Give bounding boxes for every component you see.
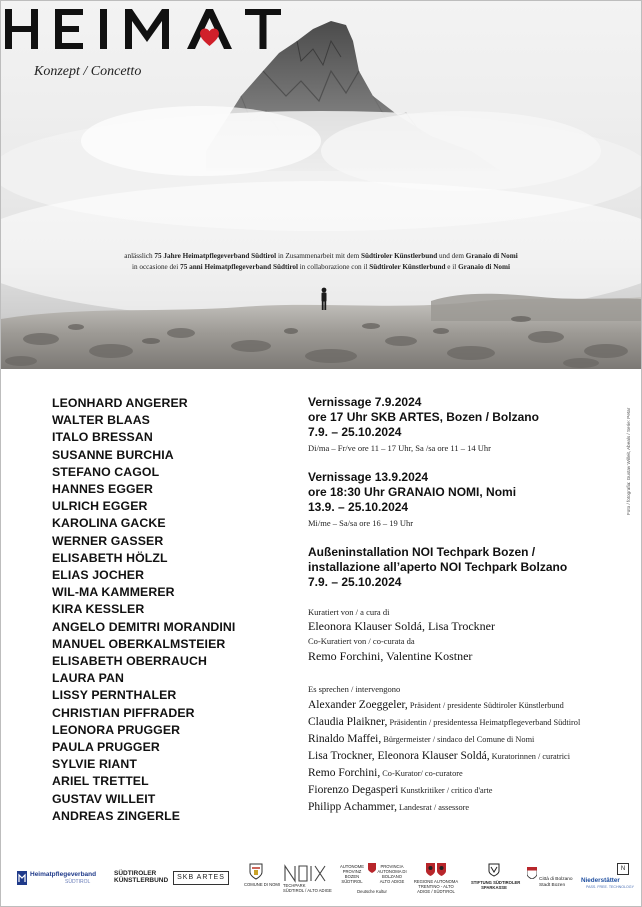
opening-hours: Di/ma – Fr/ve ore 11 – 17 Uhr, Sa /sa ore 11 – 14 Uhr — [308, 443, 491, 453]
eagle-shield-icon — [368, 863, 376, 873]
heimat-wordmark — [1, 1, 291, 61]
artist-name: LEONORA PRUGGER — [52, 722, 181, 737]
artist-name: ANGELO DEMITRI MORANDINI — [52, 619, 236, 634]
artist-name: ELISABETH OBERRAUCH — [52, 654, 207, 669]
hero-image — [1, 1, 641, 369]
event-period: 7.9. – 25.10.2024 — [308, 425, 402, 439]
artist-name: WERNER GASSER — [52, 533, 164, 548]
artist-name: STEFANO CAGOL — [52, 464, 160, 479]
speaker-entry: Rinaldo Maffei, Bürgermeister / sindaco del Comune di Nomi — [308, 733, 535, 745]
logo-stiftung-sparkasse: STIFTUNG SÜDTIROLER SPARKASSE — [471, 863, 517, 890]
region-coat-icon — [426, 863, 446, 877]
event-date: Vernissage 13.9.2024 — [308, 470, 429, 484]
co-curators-label: Co-Kuratiert von / co-curata da — [308, 636, 415, 646]
sparkasse-crest-icon — [488, 863, 500, 877]
subline-german: anlässlich 75 Jahre Heimatpflegeverband Südtirol in Zusammenarbeit mit dem Südtiroler Künstlerbund und dem Granaio di Nomi — [124, 252, 518, 260]
speakers-block — [308, 684, 608, 816]
artist-name: ITALO BRESSAN — [52, 430, 153, 445]
artist-name: CHRISTIAN PIFFRADER — [52, 705, 195, 720]
artist-name: GUSTAV WILLEIT — [52, 791, 156, 806]
curators-block — [308, 607, 608, 664]
logo-suedtiroler-kuenstlerbund: SÜDTIROLER KÜNSTLERBUND — [114, 870, 169, 884]
curators-names: Eleonora Klauser Soldá, Lisa Trockner — [308, 619, 495, 633]
photo-credit: Foto / fotografia: Gustav Willeit, Abeals / Serie: Petar — [626, 407, 631, 515]
noi-mark-icon — [283, 863, 327, 883]
artist-name: WIL-MA KAMMERER — [52, 585, 175, 600]
artist-name: ELIAS JOCHER — [52, 568, 145, 583]
speaker-entry: Remo Forchini, Co-Kurator/ co-curatore — [308, 767, 463, 779]
concept-label: Konzept / Concetto — [34, 64, 142, 79]
artist-name: HANNES EGGER — [52, 482, 153, 497]
speaker-entry: Lisa Trockner, Eleonora Klauser Soldá, Kuratorinnen / curatrici — [308, 750, 570, 762]
event-title-de: Außeninstallation NOI Techpark Bozen / — [308, 545, 536, 559]
speaker-entry: Philipp Achammer, Landesrat / assessore — [308, 801, 470, 813]
artist-name: ELISABETH HÖLZL — [52, 550, 168, 565]
artist-name: SUSANNE BURCHIA — [52, 447, 174, 462]
event-vernissage-nomi — [308, 470, 608, 528]
logo-skb-artes: SKB ARTES — [173, 871, 229, 885]
logo-noi-techpark: TECHPARK SÜDTIROL / ALTO ADIGE — [283, 863, 327, 893]
opening-hours: Mi/me – Sa/sa ore 16 – 19 Uhr — [308, 518, 414, 528]
artist-name: PAULA PRUGGER — [52, 740, 160, 755]
artist-name: LISSY PERNTHALER — [52, 688, 177, 703]
artist-name: KAROLINA GACKE — [52, 516, 166, 531]
event-date: Vernissage 7.9.2024 — [308, 395, 422, 409]
heimatpflege-emblem-icon — [17, 871, 27, 885]
event-period: 7.9. – 25.10.2024 — [308, 575, 402, 589]
artist-name: SYLVIE RIANT — [52, 757, 138, 772]
artist-name: WALTER BLAAS — [52, 413, 150, 428]
event-outdoor-installation — [308, 545, 608, 590]
event-title-it: installazione all’aperto NOI Techpark Bolzano — [308, 560, 568, 574]
artist-name: ULRICH EGGER — [52, 499, 148, 514]
event-venue: ore 18:30 Uhr GRANAIO NOMI, Nomi — [308, 485, 517, 499]
logo-regione-trentino: REGIONE AUTONOMA TRENTINO - ALTO ADIGE / SÜDTIROL — [413, 863, 459, 894]
artist-name: LEONHARD ANGERER — [52, 396, 188, 410]
artist-list — [52, 395, 235, 825]
event-vernissage-bolzano — [308, 395, 608, 453]
heart-icon — [200, 29, 219, 47]
event-period: 13.9. – 25.10.2024 — [308, 500, 409, 514]
bolzano-shield-icon — [527, 867, 537, 879]
event-venue: ore 17 Uhr SKB ARTES, Bozen / Bolzano — [308, 410, 539, 424]
curators-label: Kuratiert von / a cura di — [308, 607, 390, 617]
n-badge-icon: N — [617, 863, 629, 875]
artist-name: LAURA PAN — [52, 671, 124, 686]
artist-name: MANUEL OBERKALMSTEIER — [52, 636, 226, 651]
subline-italian: in occasione dei 75 anni Heimatpflegeverband Südtirol in collaborazione con il Südtiroler Künstlerbund e il Granaio di Nomi — [132, 263, 510, 271]
speaker-entry: Alexander Zoeggeler, Präsident / presidente Südtiroler Künstlerbund — [308, 699, 564, 711]
artist-name: ANDREAS ZINGERLE — [52, 808, 180, 823]
speaker-entry: Claudia Plaikner, Präsidentin / presidentessa Heimatpflegeverband Südtirol — [308, 716, 581, 728]
coat-of-arms-icon — [249, 863, 263, 880]
artist-name: KIRA KESSLER — [52, 602, 145, 617]
sponsor-logos: Heimatpflegeverband SÜDTIROL SÜDTIROLER KÜNSTLERBUND SKB ARTES COMUNE DI NOMI TECHPARK SÜDTIROL / ALTO ADIGE AUTONOME PROVINZ BOZEN SÜDTIROL PROVINCIA AUTONOMA DI BOLZANO ALTO ADIGE Deutsche Kultur REGIONE AUTONOMA TRENTINO - ALTO ADIGE / SÜDTIROL STIFTUNG SÜDTIROLER SPARKASSE Città di Bolzano Stadt Bozen N Niederstätter PASS. FREE. TECHNOLOGY — [1, 859, 641, 899]
artist-name: ARIEL TRETTEL — [52, 774, 149, 789]
speakers-label: Es sprechen / intervengono — [308, 684, 401, 694]
co-curators-names: Remo Forchini, Valentine Kostner — [308, 649, 473, 663]
speaker-entry: Fiorenzo Degasperi Kunstkritiker / critico d'arte — [308, 784, 493, 796]
logo-comune-nomi: COMUNE DI NOMI — [244, 863, 268, 887]
